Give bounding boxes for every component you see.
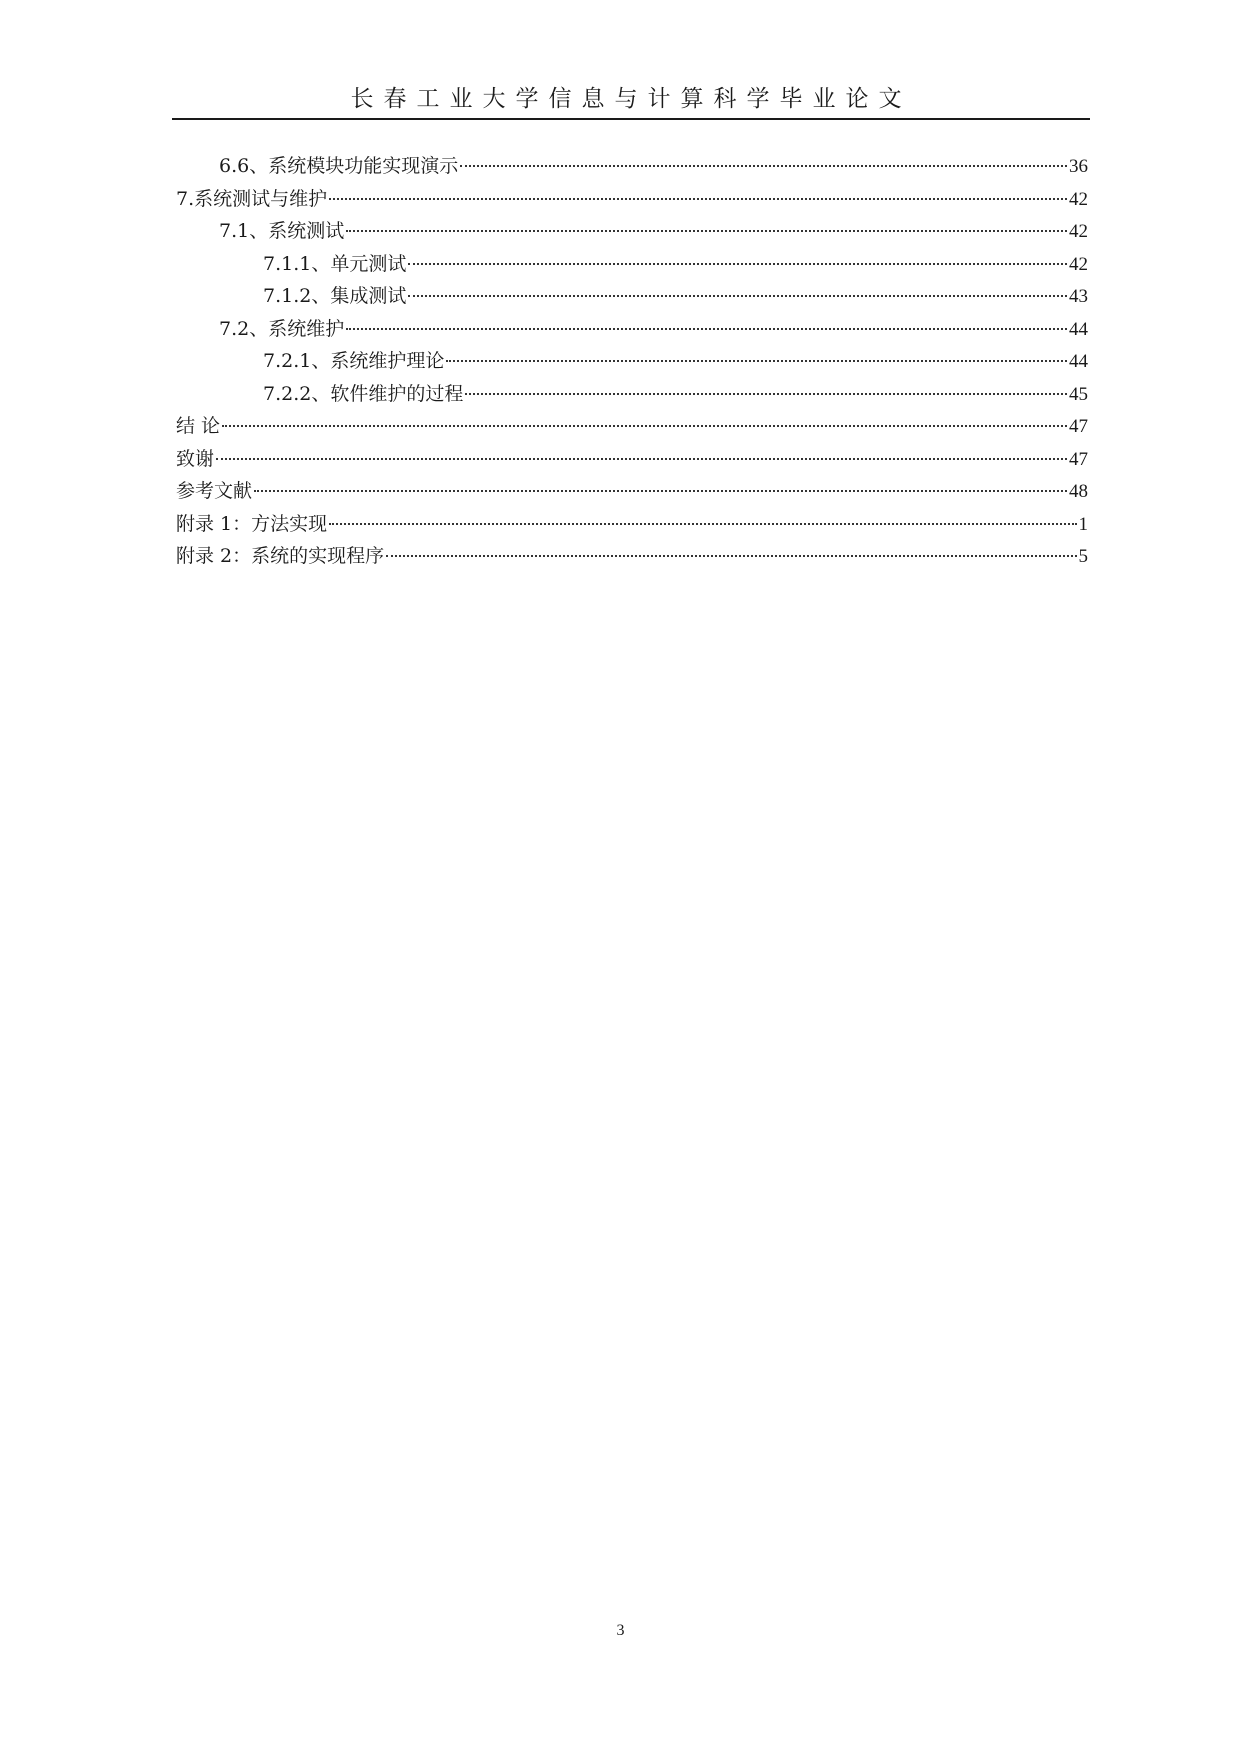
toc-entry[interactable] [176, 248, 1088, 281]
toc-entry-page: 43 [1069, 286, 1088, 307]
toc-entry-title: 7.1、系统测试 [219, 220, 345, 242]
toc-leader-dots [346, 230, 1067, 232]
toc-entry-title: 参考文献 [176, 480, 253, 502]
toc-entry-title: 7.2.1、系统维护理论 [263, 350, 445, 372]
toc-leader-dots [329, 198, 1067, 200]
toc-entry-page: 1 [1078, 513, 1088, 535]
toc-entry[interactable] [176, 378, 1088, 411]
toc-leader-dots [222, 425, 1067, 427]
toc-entry[interactable] [176, 443, 1088, 476]
toc-entry-page: 47 [1069, 416, 1088, 437]
toc-leader-dots [460, 165, 1067, 167]
toc-entry-page: 5 [1078, 546, 1088, 567]
toc-entry[interactable] [176, 215, 1088, 248]
toc-entry-page: 42 [1069, 188, 1088, 210]
toc-entry-title: 7.1.2、集成测试 [263, 285, 407, 307]
toc-entry-title: 结 论 [176, 415, 221, 437]
toc-entry-page: 42 [1069, 253, 1088, 275]
toc-entry-title: 致谢 [176, 447, 215, 470]
toc-leader-dots [386, 555, 1076, 557]
toc-entry-title: 附录 1：方法实现 [176, 512, 328, 535]
toc-leader-dots [408, 263, 1067, 265]
toc-entry-title: 7.2、系统维护 [219, 317, 345, 340]
toc-entry[interactable] [176, 540, 1088, 573]
toc-leader-dots [465, 393, 1067, 395]
table-of-contents [176, 150, 1088, 573]
toc-entry-title: 6.6、系统模块功能实现演示 [219, 155, 459, 177]
toc-entry-page: 36 [1069, 156, 1088, 177]
toc-entry[interactable] [176, 183, 1088, 216]
toc-entry-page: 44 [1069, 351, 1088, 372]
header-divider [172, 118, 1090, 120]
toc-leader-dots [329, 523, 1076, 525]
toc-leader-dots [408, 295, 1067, 297]
toc-entry-page: 45 [1069, 383, 1088, 405]
toc-entry[interactable] [176, 150, 1088, 183]
header-title: 长春工业大学信息与计算科学毕业论文 [350, 86, 912, 112]
toc-entry[interactable] [176, 313, 1088, 346]
toc-entry-title: 7.系统测试与维护 [176, 187, 328, 210]
toc-entry[interactable] [176, 475, 1088, 508]
toc-entry[interactable] [176, 345, 1088, 378]
toc-entry[interactable] [176, 410, 1088, 443]
toc-entry-title: 7.1.1、单元测试 [263, 252, 407, 275]
page-number: 3 [616, 1622, 625, 1639]
toc-leader-dots [346, 328, 1067, 330]
toc-entry-title: 7.2.2、软件维护的过程 [263, 382, 464, 405]
toc-leader-dots [254, 490, 1067, 492]
toc-entry-title: 附录 2：系统的实现程序 [176, 545, 385, 567]
toc-entry-page: 48 [1069, 481, 1088, 502]
toc-entry[interactable] [176, 508, 1088, 541]
toc-entry[interactable] [176, 280, 1088, 313]
toc-leader-dots [216, 458, 1067, 460]
toc-leader-dots [446, 360, 1067, 362]
toc-entry-page: 42 [1069, 221, 1088, 242]
toc-entry-page: 47 [1069, 448, 1088, 470]
toc-entry-page: 44 [1069, 318, 1088, 340]
